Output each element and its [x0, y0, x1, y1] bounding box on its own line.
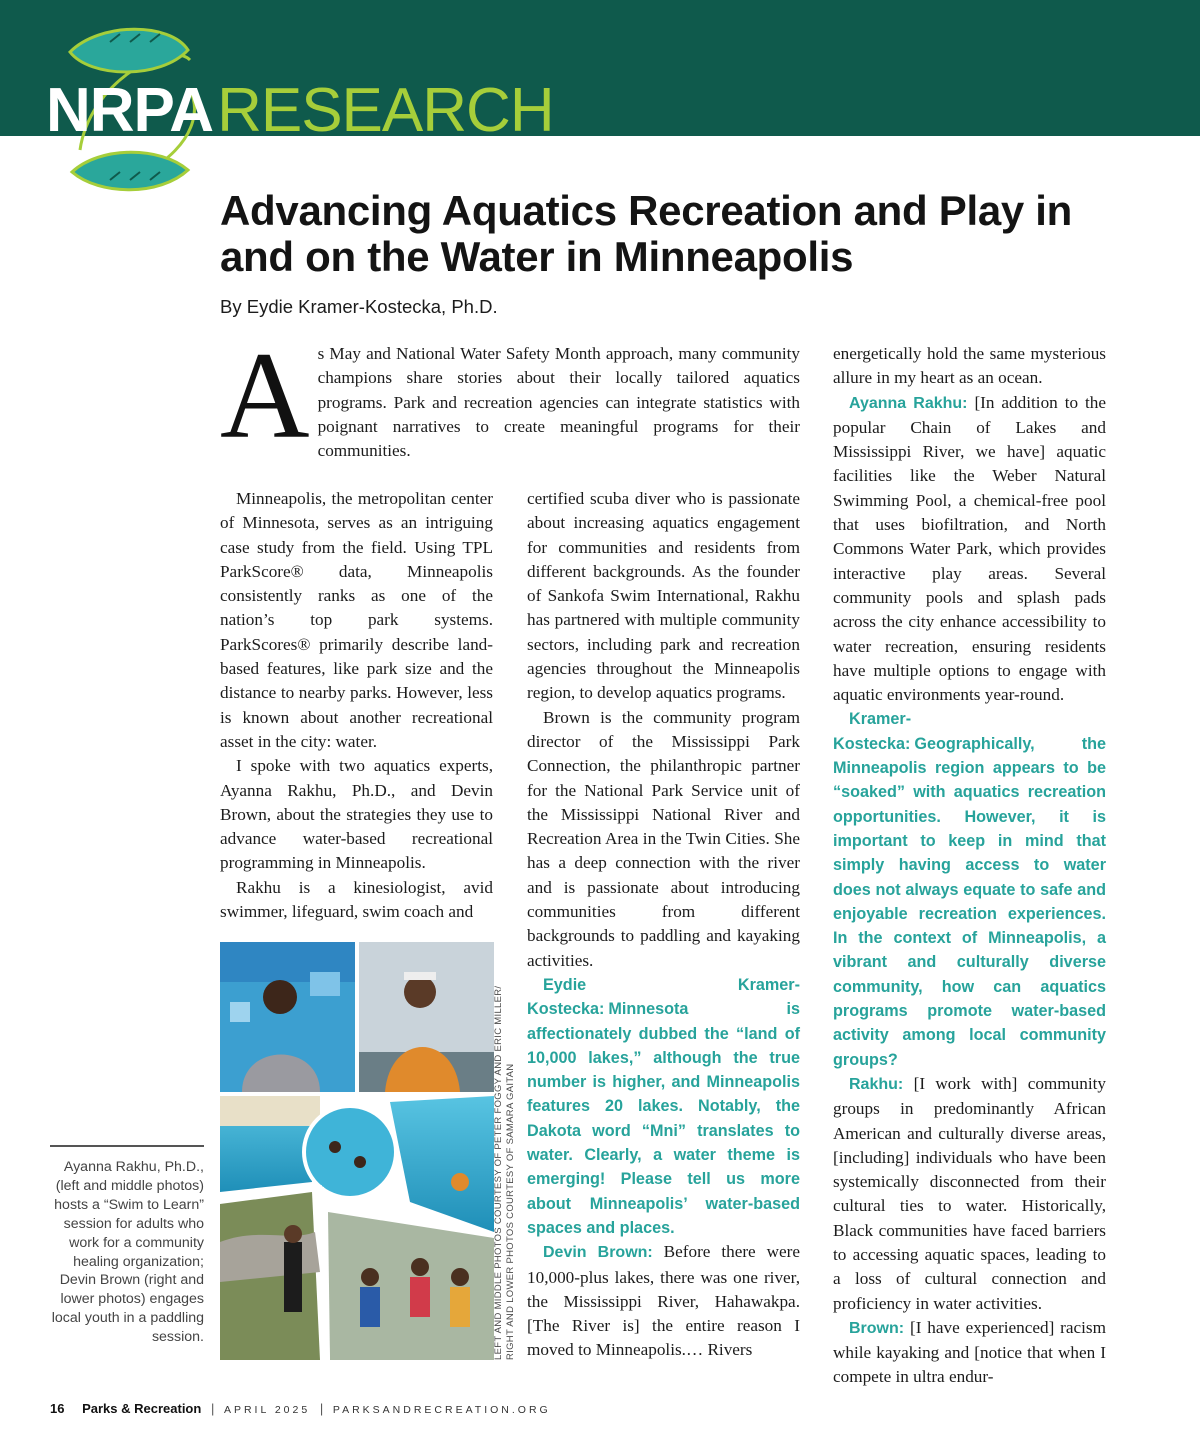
- column-3: [833, 342, 1106, 1390]
- photo-collage: [220, 942, 494, 1360]
- photo-paddler: [359, 942, 494, 1092]
- photo-pool-center: [304, 1106, 396, 1198]
- answer-text: [I work with] community groups in predominantly African American and culturally diverse areas, [including] individuals who have been systemically disconnected from their cultural ties to water. Historically, Black communities have faced barriers to accessing aquatic spaces, leading to a loss of cultural connection and proficiency in water activities.: [833, 1073, 1107, 1313]
- brand-nrpa: NRPA: [46, 76, 214, 145]
- drop-cap: A: [220, 327, 310, 464]
- photo-youth-group: [328, 1212, 494, 1360]
- speaker-label: Rakhu:: [849, 1075, 904, 1093]
- footer-separator: |: [210, 1401, 215, 1416]
- interview-answer: [833, 1072, 1106, 1316]
- photo-caption: Ayanna Rakhu, Ph.D., (left and middle photos) hosts a “Swim to Learn” session for adults who work for a community healing organization; Devin Brown (right and lower photos) engages local youth in a paddling session.: [51, 1159, 204, 1346]
- body-paragraph: Minneapolis, the metropolitan center of Minnesota, serves as an intriguing case study from the field. Using TPL ParkScore® data, Minneapolis consistently ranks as one of the nation’s top park systems. ParkScores® primarily describe land-based features, like park size and the distance to nearby parks. However, less is known about another recreational asset in the city: water.: [220, 489, 493, 751]
- question-text: Minnesota is affectionately dubbed the “land of 10,000 lakes,” although the true number is higher, and Minneapolis features 20 lakes. Notably, the Dakota word “Mni” translates to water. Clearly, a water theme is emerging! Please tell us more about Minneapolis’ water-based spaces and places.: [527, 1000, 800, 1237]
- interview-question: [833, 707, 1106, 1071]
- photo-kayak-lesson: [220, 1192, 320, 1360]
- footer-separator: |: [319, 1401, 324, 1416]
- column-2: [527, 487, 800, 1363]
- page-footer: [50, 1401, 551, 1416]
- page-number: 16: [50, 1401, 65, 1416]
- brand-research: RESEARCH: [217, 76, 554, 145]
- interview-question: [527, 973, 800, 1240]
- speaker-label: Ayanna Rakhu:: [849, 394, 968, 412]
- issue-date: APRIL 2025: [223, 1404, 311, 1416]
- intro-paragraph: [220, 327, 800, 464]
- photo-portrait-rakhu: [220, 942, 355, 1092]
- article-title: Advancing Aquatics Recreation and Play in and on the Water in Minneapolis: [220, 187, 1073, 280]
- interview-answer: [833, 1316, 1106, 1390]
- body-paragraph: energetically hold the same mysterious allure in my heart as an ocean.: [833, 344, 1106, 388]
- website-link[interactable]: PARKSANDRECREATION.ORG: [332, 1404, 551, 1416]
- body-paragraph: Rakhu is a kinesiologist, avid swimmer, lifeguard, swim coach and: [220, 877, 493, 922]
- answer-text: Before there were 10,000-plus lakes, there was one river, the Mississippi River, Hahawakpa. [The River is] the entire reason I moved to Minneapolis.… Rivers: [527, 1242, 800, 1360]
- interview-answer: [527, 1240, 800, 1362]
- answer-text: [In addition to the popular Chain of Lakes and Mississippi River, we have] aquatic facilities like the Weber Natural Swimming Pool, a chemical-free pool that uses biofiltration, and North Commons Water Park, which provides interactive play areas. Several community pools and splash pads across the city enhance accessibility to water recreation, ensuring residents have multiple options to engage with aquatic environments year-round.: [833, 392, 1106, 705]
- body-paragraph: Brown is the community program director of the Mississippi Park Connection, the philanthropic partner for the National Park Service unit of the Mississippi National River and Recreation Area in the Twin Cities. She has a deep connection with the river and is passionate about introducing communities from different backgrounds to paddling and kayaking activities.: [527, 707, 800, 970]
- photo-credit: LEFT AND MIDDLE PHOTOS COURTESY OF PETER FOGGY AND ERIC MILLER/ RIGHT AND LOWER PHOTOS COURTESY OF SAMARA GAITAN: [493, 985, 516, 1360]
- speaker-label: Kramer-Kostecka:: [833, 710, 912, 753]
- body-paragraph: certified scuba diver who is passionate about increasing aquatics engagement for communities and residents from different backgrounds. As the founder of Sankofa Swim International, Rakhu has partnered with multiple community sectors, including park and recreation agencies throughout the Minneapolis region, to develop aquatics programs.: [527, 489, 800, 703]
- magazine-name: Parks & Recreation: [82, 1401, 202, 1416]
- photo-pool-right: [390, 1096, 494, 1232]
- article-byline: By Eydie Kramer-Kostecka, Ph.D.: [220, 296, 498, 317]
- answer-text: [I have experienced] racism while kayaking and [notice that when I compete in ultra endur-: [833, 1317, 1106, 1387]
- caption-rule: [50, 1145, 204, 1147]
- brand-wordmark: [46, 76, 554, 146]
- intro-text: s May and National Water Safety Month approach, many community champions share stories about their locally tailored aquatics programs. Park and recreation agencies can integrate statistics with poignant narratives to create meaningful programs for their communities.: [317, 344, 800, 461]
- question-text: Geographically, the Minneapolis region appears to be “soaked” with aquatics recreation opportunities. However, it is important to keep in mind that simply having access to water does not always equate to safe and enjoyable recreation experiences. In the context of Minneapolis, a vibrant and culturally diverse community, how can aquatics programs promote water-based activity among local community groups?: [833, 734, 1106, 1069]
- interview-answer: [833, 391, 1106, 708]
- speaker-label: Eydie Kramer-Kostecka:: [527, 975, 800, 1019]
- body-paragraph: I spoke with two aquatics experts, Ayanna Rakhu, Ph.D., and Devin Brown, about the strategies they use to advance water-based recreational programming in Minneapolis.: [220, 756, 493, 873]
- column-1: [220, 487, 493, 924]
- speaker-label: Devin Brown:: [543, 1244, 653, 1262]
- speaker-label: Brown:: [849, 1319, 905, 1337]
